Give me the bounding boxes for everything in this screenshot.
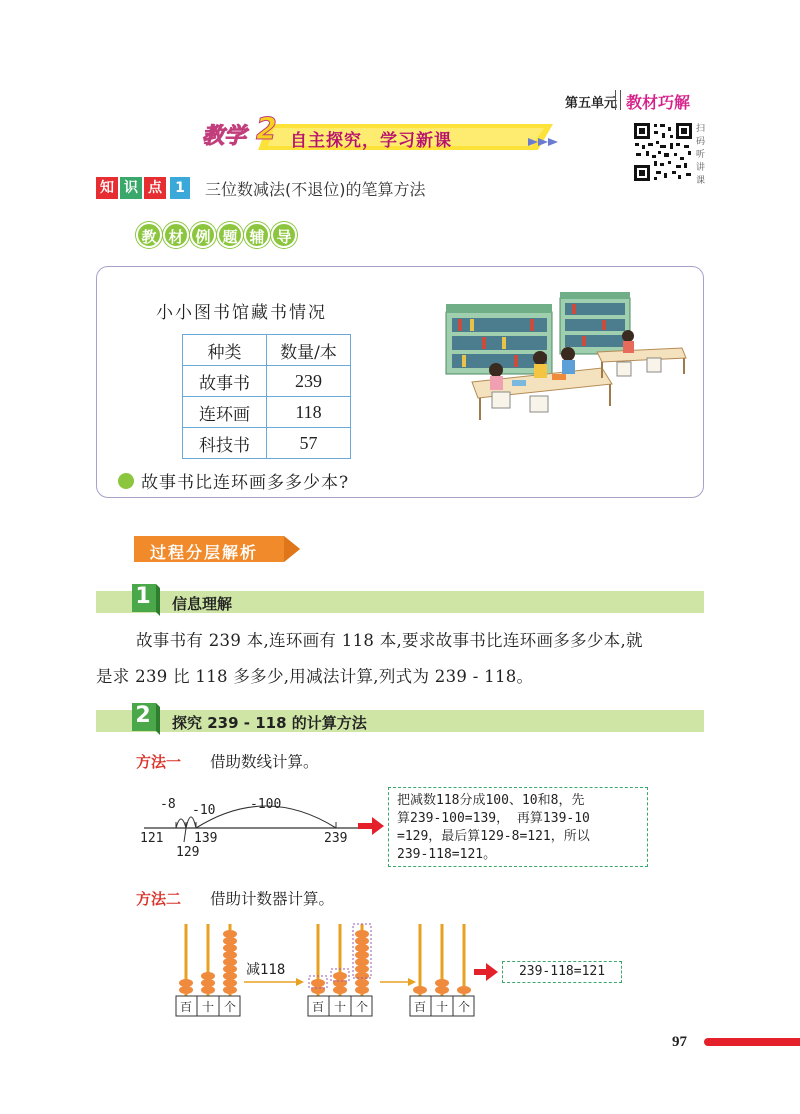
header-divider (615, 90, 621, 110)
place-hundreds: 百 (413, 1000, 427, 1014)
table-title: 小小图书馆藏书情况 (156, 303, 327, 323)
place-ones: 个 (223, 1000, 237, 1014)
explanation-line: 239-118=121。 (397, 847, 497, 862)
example-guide-char: 辅 (244, 222, 270, 248)
step-2-title: 探究 239 - 118 的计算方法 (172, 714, 367, 732)
step-2-number: 2 (135, 703, 151, 728)
banner-title: 自主探究，学习新课 (290, 131, 452, 151)
explanation-line: 算239-100=139， 再算139-10 (397, 811, 590, 826)
tick-label-139: 139 (194, 831, 218, 846)
qr-code-icon[interactable] (632, 121, 694, 183)
method-1-explanation (388, 787, 648, 867)
qr-caption-char: 课 (696, 176, 706, 186)
method-2-desc: 借助计数器计算。 (210, 890, 335, 908)
arrow-right-icon (474, 963, 498, 981)
table-row (183, 428, 351, 459)
explanation-line: =129，最后算129-8=121，所以 (397, 829, 590, 844)
qr-caption (696, 123, 708, 188)
tick-label-239: 239 (324, 831, 348, 846)
place-ones: 个 (457, 1000, 471, 1014)
qr-caption-char: 扫 (696, 124, 706, 134)
arrow-right-icon (358, 817, 384, 835)
example-guide-char: 例 (190, 222, 216, 248)
table-row (183, 397, 351, 428)
table-cell-count: 57 (267, 428, 351, 459)
knowledge-point-title: 三位数减法(不退位)的笔算方法 (205, 180, 426, 199)
method-2-result: 239-118=121 (502, 961, 622, 983)
lesson-word: 教学 (202, 124, 247, 149)
label-minus-8: -8 (160, 797, 176, 812)
method-1-label: 方法一 (136, 753, 182, 771)
place-tens: 十 (435, 1000, 449, 1014)
table-cell-kind: 科技书 (183, 428, 267, 459)
place-tens: 十 (333, 1000, 347, 1014)
table-cell-kind: 故事书 (183, 366, 267, 397)
abacus-diagram (172, 920, 502, 1024)
question-text: 故事书比连环画多多少本? (141, 473, 350, 493)
label-minus-100: -100 (250, 797, 282, 812)
brand-title: 教材巧解 (626, 93, 691, 112)
table-cell-kind: 连环画 (183, 397, 267, 428)
unit-label: 第五单元 (565, 96, 618, 111)
place-ones: 个 (355, 1000, 369, 1014)
place-hundreds: 百 (179, 1000, 193, 1014)
kp-badge-char: 知 (96, 177, 118, 199)
tick-label-121: 121 (140, 831, 164, 846)
example-guide-char: 题 (217, 222, 243, 248)
process-title: 过程分层解析 (150, 543, 259, 562)
number-line-diagram (140, 788, 380, 864)
example-guide-char: 导 (271, 222, 297, 248)
example-guide-char: 教 (136, 222, 162, 248)
lesson-number: 2 (256, 112, 277, 147)
qr-caption-char: 码 (696, 137, 706, 147)
table-header-cell: 种类 (183, 335, 267, 366)
tick-label-129: 129 (176, 845, 200, 860)
page-accent-bar (704, 1038, 800, 1046)
library-illustration (442, 292, 687, 432)
table-header-row (183, 335, 351, 366)
place-hundreds: 百 (311, 1000, 325, 1014)
qr-caption-char: 讲 (696, 163, 706, 173)
place-tens: 十 (201, 1000, 215, 1014)
method-2-label: 方法二 (136, 890, 182, 908)
table-cell-count: 118 (267, 397, 351, 428)
qr-caption-char: 听 (696, 150, 706, 160)
step-1-number: 1 (135, 584, 151, 609)
subtract-label: 减118 (246, 962, 286, 978)
step-1-text-line-2: 是求 239 比 118 多多少,用减法计算,列式为 239 - 118。 (96, 667, 534, 686)
table-cell-count: 239 (267, 366, 351, 397)
kp-badge-number: 1 (170, 177, 190, 199)
explanation-line: 把减数118分成100、10和8，先 (397, 793, 585, 808)
label-minus-10: -10 (192, 803, 216, 818)
table-header-cell: 数量/本 (267, 335, 351, 366)
table-row (183, 366, 351, 397)
question-bullet-icon (118, 473, 134, 489)
method-1-desc: 借助数线计算。 (210, 753, 319, 771)
example-guide-char: 材 (163, 222, 189, 248)
step-1-title: 信息理解 (172, 595, 233, 613)
kp-badge-char: 点 (144, 177, 166, 199)
books-table (182, 334, 351, 459)
step-1-text-line-1: 故事书有 239 本,连环画有 118 本,要求故事书比连环画多多少本,就 (136, 631, 643, 650)
kp-badge-char: 识 (120, 177, 142, 199)
page-number: 97 (672, 1034, 687, 1050)
